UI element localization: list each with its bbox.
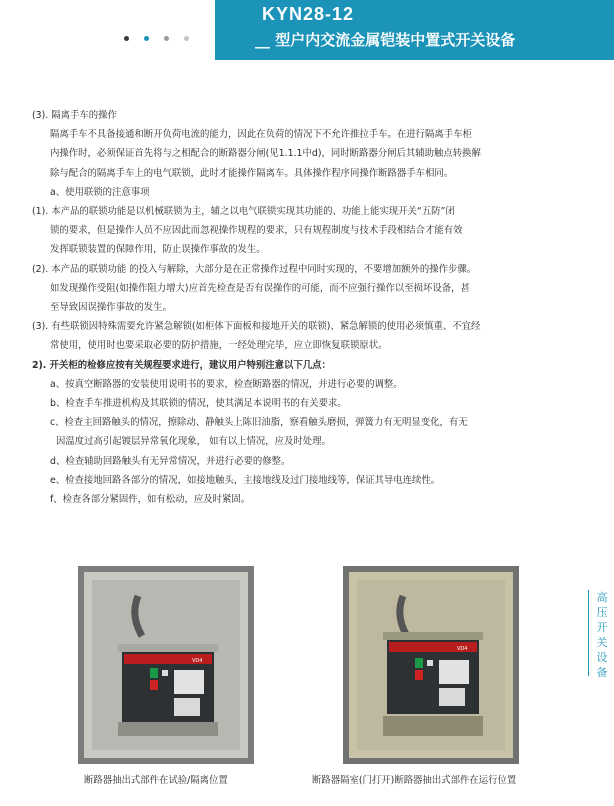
panel-label: VD4 — [192, 658, 203, 664]
side-tab-char: 高 — [596, 591, 608, 604]
document-body — [32, 106, 572, 509]
text-line: 除与配合的隔离手车上的电气联锁，此时才能操作隔离车。具体操作程序同操作断路器手车相同。 — [50, 167, 454, 179]
text-line: a、使用联锁的注意事项 — [50, 186, 150, 198]
model-title: KYN28-12 — [262, 4, 355, 24]
text-line: (3). 隔离手车的操作 — [32, 110, 117, 121]
side-tab-char: 设 — [596, 651, 608, 664]
figure-1-photo — [78, 566, 254, 764]
page-subtitle: __ 型户内交流金属铠装中置式开关设备 — [255, 31, 516, 49]
text-line: 发挥联锁装置的保障作用，防止误操作事故的发生。 — [50, 244, 266, 256]
text-line: 隔离手车不具备接通和断开负荷电流的能力，因此在负荷的情况下不允许推拉手车。在进行隔离手车柜 — [50, 129, 472, 141]
text-line: 锁的要求，但是操作人员不应因此而忽视操作规程的要求，只有规程制度与技术手段相结合才能有效 — [50, 225, 463, 237]
section-side-tab — [588, 590, 614, 679]
text-line: (3). 有些联锁因特殊需要允许紧急解锁(如柜体下面板和接地开关的联锁)、紧急解锁的使用必须慎重、不宜经 — [32, 321, 481, 333]
page-dot — [124, 36, 129, 41]
page-dot — [184, 36, 189, 41]
page-dot — [144, 36, 149, 41]
text-line: c、检查主回路触头的情况，擦除动、静触头上陈旧油脂，察看触头磨损，弹簧力有无明显变化，有无 — [50, 417, 468, 429]
text-line: 至导致因误操作事故的发生。 — [50, 302, 172, 314]
text-line: f、检查各部分紧固件，如有松动，应及时紧固。 — [50, 494, 251, 506]
side-tab-char: 备 — [596, 666, 608, 679]
page-dot — [164, 36, 169, 41]
side-tab-char: 压 — [596, 606, 608, 619]
text-line: 因温度过高引起镀层异常氧化现象， 如有以上情况，应及时处理。 — [56, 436, 331, 448]
text-line: e、检查接地回路各部分的情况，如接地触头，主接地线及过门接地线等，保证其导电连续性。 — [50, 474, 441, 486]
text-line: 如发现操作受阻(如操作阻力增大)应首先检查是否有误操作的可能，而不应强行操作以至损坏设备，甚 — [50, 282, 470, 294]
figure-2-caption: 断路器隔室(门打开)断路器抽出式部件在运行位置 — [312, 775, 517, 786]
figure-1-caption: 断路器抽出式部件在试验/隔离位置 — [84, 775, 228, 786]
side-tab-char: 关 — [596, 636, 608, 649]
figure-2-photo — [343, 566, 519, 764]
header-banner — [215, 0, 614, 60]
text-line: a、按真空断路器的安装使用说明书的要求，检查断路器的情况，并进行必要的调整。 — [50, 378, 403, 390]
panel-label: VD4 — [457, 646, 468, 652]
text-line: 2). 开关柜的检修应按有关规程要求进行，建议用户特别注意以下几点： — [32, 359, 331, 371]
text-line: d、检查辅助回路触头有无异常情况，并进行必要的修整。 — [50, 455, 291, 467]
text-line: 常使用，使用时也要采取必要的防护措施，一经处理完毕，应立即恢复联锁原状。 — [50, 340, 388, 352]
side-tab-char: 开 — [596, 621, 608, 634]
text-line: (1). 本产品的联锁功能是以机械联锁为主，辅之以电气联锁实现其功能的、功能上能实现开关“五防”闭 — [32, 206, 455, 218]
text-line: 内操作时，必须保证首先将与之相配合的断路器分闸(见1.1.1中d)，同时断路器分闸后其辅助触点转换解 — [50, 148, 481, 160]
text-line: (2). 本产品的联锁功能 的投入与解除，大部分是在正常操作过程中同时实现的，不要增加额外的操作步骤。 — [32, 263, 477, 275]
text-line: b、检查手车推进机构及其联锁的情况，使其满足本说明书的有关要求。 — [50, 398, 347, 410]
